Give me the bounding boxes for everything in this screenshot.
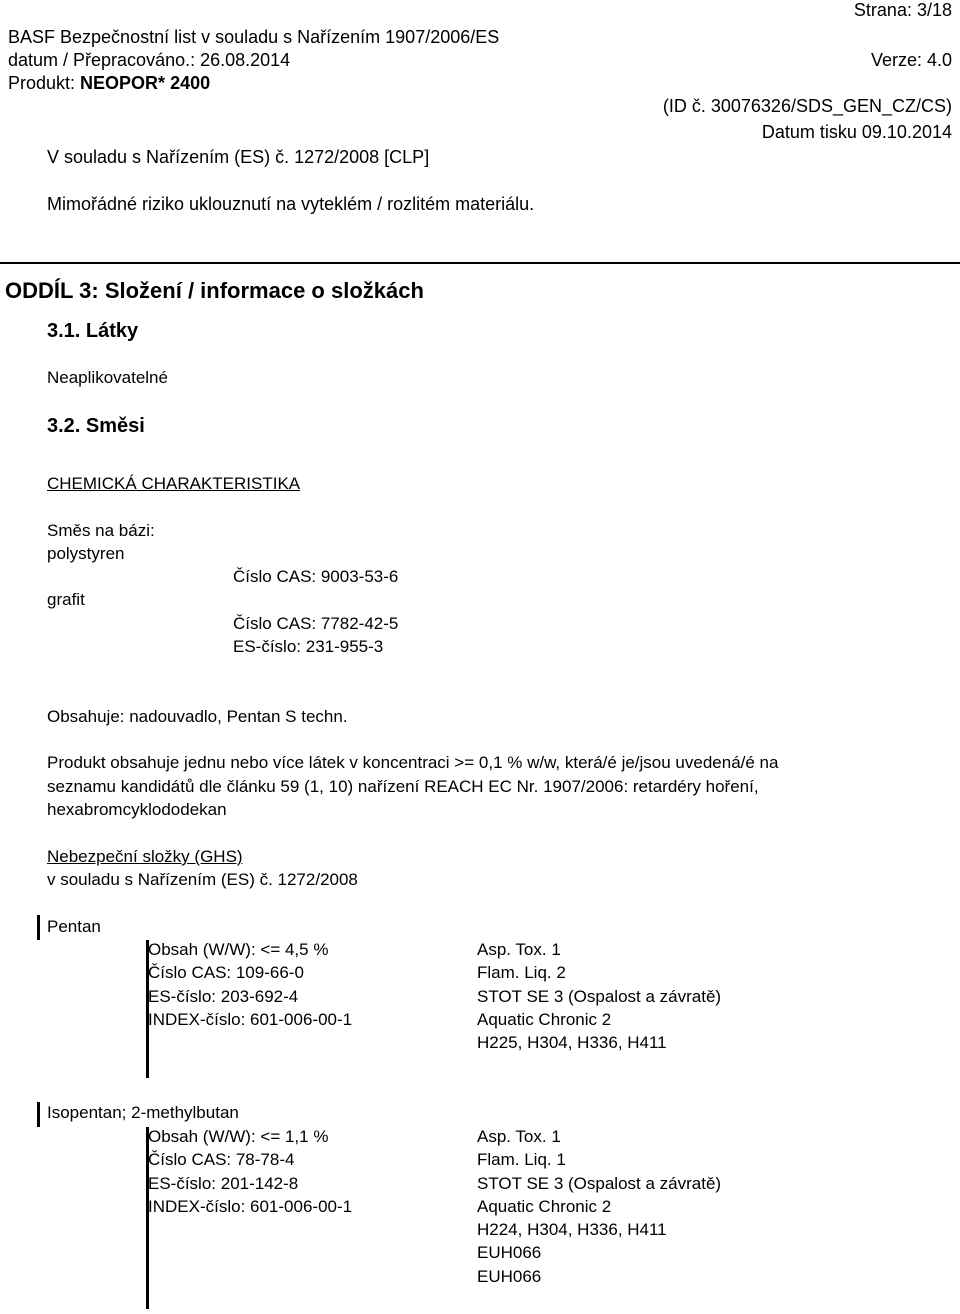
subsection-3-2: 3.2. Směsi: [47, 415, 145, 437]
contains-statement: Obsahuje: nadouvadlo, Pentan S techn.: [47, 707, 348, 726]
hazard-class: STOT SE 3 (Ospalost a závratě): [477, 1173, 722, 1193]
hazard-class: Aquatic Chronic 2: [477, 1009, 612, 1029]
page-number: Strana: 3/18: [853, 0, 952, 20]
es-number: ES-číslo: 201-142-8: [148, 1173, 299, 1193]
substance-identifiers: [148, 938, 352, 1031]
substance-name: Isopentan; 2-methylbutan: [47, 1103, 239, 1122]
slip-hazard-note: Mimořádné riziko uklouznutí na vyteklém / rozlitém materiálu.: [47, 194, 535, 214]
hazard-statements: H225, H304, H336, H411: [477, 1033, 667, 1053]
substance-classification: [477, 1125, 721, 1288]
clp-heading: V souladu s Nařízením (ES) č. 1272/2008 [CLP]: [47, 147, 430, 167]
supplemental-hazard: EUH066: [477, 1266, 542, 1286]
cas-number: Číslo CAS: 109-66-0: [148, 963, 304, 983]
subsection-3-1: 3.1. Látky: [47, 320, 139, 342]
concentration: Obsah (W/W): <= 4,5 %: [148, 940, 329, 959]
section-divider: [0, 262, 960, 264]
component-graphite: grafit: [47, 590, 85, 609]
cas-number: Číslo CAS: 78-78-4: [148, 1150, 295, 1170]
substance-name: Pentan: [47, 917, 101, 936]
reach-statement-line-1: Produkt obsahuje jednu nebo více látek v koncentraci >= 0,1 % w/w, která/é je/jsou uvedená/é na: [47, 753, 779, 772]
hazard-class: STOT SE 3 (Ospalost a závratě): [477, 986, 722, 1006]
supplemental-hazard: EUH066: [477, 1243, 542, 1263]
revision-date: datum / Přepracováno.: 26.08.2014: [8, 50, 291, 70]
product-line: [8, 73, 210, 93]
hazard-class: Asp. Tox. 1: [477, 940, 561, 959]
graphite-es-number: ES-číslo: 231-955-3: [233, 637, 384, 656]
hazard-statements: H224, H304, H336, H411: [477, 1220, 667, 1240]
print-date: Datum tisku 09.10.2014: [761, 122, 952, 142]
reach-statement-line-3: hexabromcyklododekan: [47, 800, 227, 819]
document-title: BASF Bezpečnostní list v souladu s Nařízením 1907/2006/ES: [8, 27, 500, 47]
hazard-class: Aquatic Chronic 2: [477, 1196, 612, 1216]
component-polystyrene: polystyren: [47, 544, 125, 563]
document-id: (ID č. 30076326/SDS_GEN_CZ/CS): [662, 96, 952, 116]
reach-statement-line-2: seznamu kandidátů dle článku 59 (1, 10) nařízení REACH EC Nr. 1907/2006: retardéry hoření,: [47, 777, 759, 796]
polystyrene-cas: Číslo CAS: 9003-53-6: [233, 567, 399, 586]
ghs-heading: Nebezpeční složky (GHS): [47, 847, 243, 866]
ghs-regulation: v souladu s Nařízením (ES) č. 1272/2008: [47, 870, 358, 889]
es-number: ES-číslo: 203-692-4: [148, 986, 299, 1006]
chemical-characteristics-heading: CHEMICKÁ CHARAKTERISTIKA: [47, 474, 301, 493]
index-number: INDEX-číslo: 601-006-00-1: [148, 1196, 353, 1216]
hazard-class: Flam. Liq. 2: [477, 963, 566, 983]
section-3-title: ODDÍL 3: Složení / informace o složkách: [5, 278, 424, 303]
index-number: INDEX-číslo: 601-006-00-1: [148, 1009, 353, 1029]
hazard-class: Asp. Tox. 1: [477, 1127, 561, 1146]
substance-classification: [477, 938, 721, 1054]
change-marker: [37, 915, 40, 940]
concentration: Obsah (W/W): <= 1,1 %: [148, 1127, 329, 1146]
mixture-base-label: Směs na bázi:: [47, 521, 155, 540]
product-label: Produkt:: [8, 73, 81, 93]
version: Verze: 4.0: [870, 50, 952, 70]
substances-not-applicable: Neaplikovatelné: [47, 368, 168, 387]
graphite-cas: Číslo CAS: 7782-42-5: [233, 614, 399, 633]
product-name: NEOPOR* 2400: [80, 73, 211, 93]
substance-identifiers: [148, 1125, 352, 1218]
hazard-class: Flam. Liq. 1: [477, 1150, 566, 1170]
change-marker: [37, 1102, 40, 1127]
